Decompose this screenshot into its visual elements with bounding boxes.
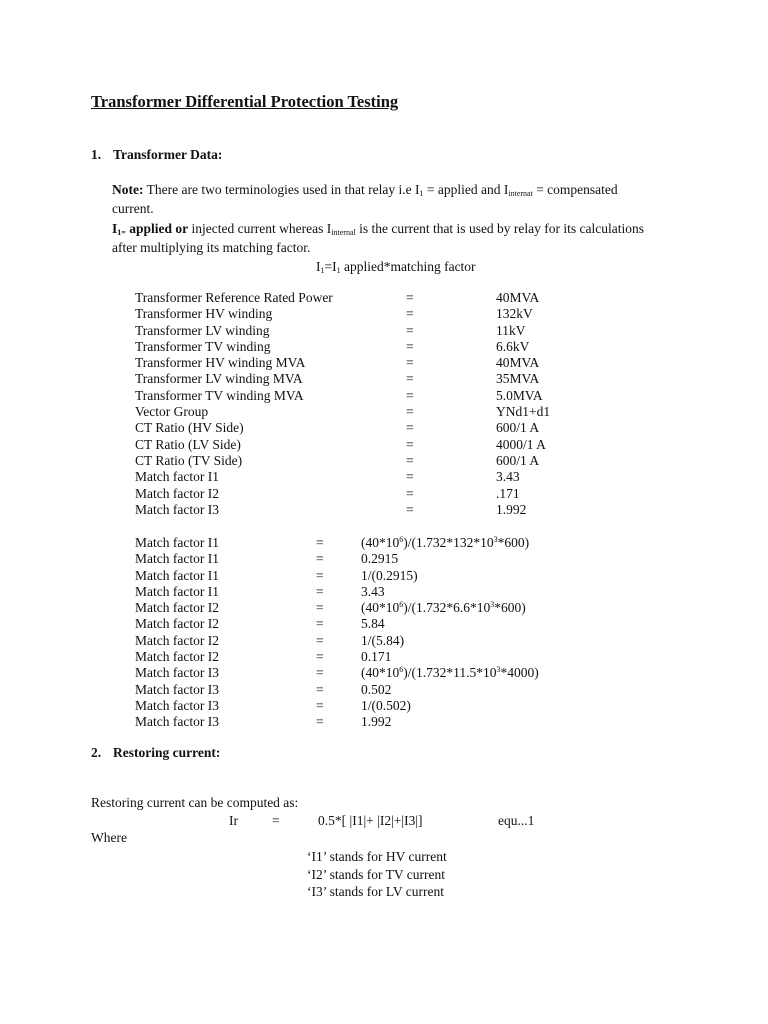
equation-lhs: Ir <box>229 813 238 828</box>
calc-equals: = <box>316 583 324 599</box>
table-row <box>0 502 768 518</box>
note-line-3-c: is the current that is used by relay for its calculations <box>355 221 645 236</box>
row-label: Transformer TV winding <box>135 338 271 354</box>
calc-value: 0.2915 <box>361 551 399 567</box>
match-factor-calculations <box>0 535 768 731</box>
row-value: 6.6kV <box>496 338 530 354</box>
calc-row <box>0 551 768 567</box>
calc-part: (40*10 <box>361 535 400 550</box>
calc-value <box>361 665 539 681</box>
calc-equals: = <box>316 697 324 713</box>
calc-row <box>0 649 768 665</box>
note-line-1-b: = applied and I <box>423 182 509 197</box>
table-row <box>0 371 768 387</box>
table-row <box>0 306 768 322</box>
note-line-1-c: = compensated <box>532 182 618 197</box>
row-equals: = <box>406 290 414 305</box>
note-line-3-bold: applied or <box>125 221 189 236</box>
row-label: Match factor I3 <box>135 501 219 517</box>
calc-part: )/(1.732*132*10 <box>403 535 494 550</box>
section-1-number: 1. <box>91 147 102 162</box>
note-line-3-sub-2: internal <box>331 228 356 237</box>
row-value: 600/1 A <box>496 452 540 468</box>
calc-equals: = <box>316 535 324 550</box>
calc-equals: = <box>316 649 324 665</box>
formula-a: I <box>316 259 321 274</box>
note-line-3-b: injected current whereas I <box>188 221 332 236</box>
calc-row <box>0 698 768 714</box>
calc-label: Match factor I2 <box>135 649 219 665</box>
table-row <box>0 323 768 339</box>
row-value: 40MVA <box>496 290 540 305</box>
calc-equals: = <box>316 567 324 583</box>
calc-equals: = <box>316 551 324 567</box>
calc-value: 0.502 <box>361 681 392 697</box>
calc-row <box>0 600 768 616</box>
calc-row <box>0 535 768 551</box>
note-line-4: after multiplying its matching factor. <box>112 240 311 255</box>
row-label: CT Ratio (TV Side) <box>135 452 243 468</box>
definition-i1: ‘I1’ stands for HV current <box>307 849 447 864</box>
formula-sub-1: 1 <box>320 266 325 275</box>
row-equals: = <box>406 371 414 387</box>
calc-row <box>0 616 768 632</box>
note-line-3-sub-1: 1= <box>117 228 126 237</box>
row-value: 40MVA <box>496 355 540 371</box>
row-label: Match factor I2 <box>135 485 219 501</box>
row-value: .171 <box>496 485 520 501</box>
row-value: YNd1+d1 <box>496 404 551 420</box>
row-equals: = <box>406 338 414 354</box>
calc-exponent: 6 <box>399 665 404 675</box>
calc-part: *4000) <box>500 665 539 681</box>
row-equals: = <box>406 485 414 501</box>
note-line-1 <box>112 182 618 198</box>
note-line-3 <box>112 221 644 237</box>
calc-row <box>0 584 768 600</box>
row-equals: = <box>406 452 414 468</box>
calc-exponent: 6 <box>399 535 404 544</box>
note-line-1-a: There are two terminologies used in that relay i.e I <box>143 182 420 197</box>
row-value: 5.0MVA <box>496 387 543 403</box>
calc-value <box>361 600 526 616</box>
calc-label: Match factor I2 <box>135 632 219 648</box>
section-2-heading: Restoring current: <box>113 745 221 760</box>
calc-exponent: 3 <box>496 665 501 675</box>
row-label: Vector Group <box>135 404 209 420</box>
table-row <box>0 486 768 502</box>
row-value: 4000/1 A <box>496 436 546 452</box>
row-value: 11kV <box>496 322 526 338</box>
calc-part: (40*10 <box>361 665 400 681</box>
table-row <box>0 437 768 453</box>
note-label: Note: <box>112 182 144 197</box>
calc-label: Match factor I1 <box>135 567 219 583</box>
calc-equals: = <box>316 681 324 697</box>
row-equals: = <box>406 306 414 322</box>
calc-row <box>0 665 768 681</box>
calc-equals: = <box>316 714 324 730</box>
table-row <box>0 290 768 306</box>
formula-c: applied*matching factor <box>340 259 476 274</box>
row-label: Transformer LV winding <box>135 322 270 338</box>
formula-sub-2: 1 <box>336 266 341 275</box>
table-row <box>0 420 768 436</box>
matching-formula <box>316 259 476 275</box>
definition-i2: ‘I2’ stands for TV current <box>307 867 445 882</box>
note-line-3-a: I <box>112 221 118 236</box>
calc-row <box>0 633 768 649</box>
document-title: Transformer Differential Protection Testing <box>91 92 399 111</box>
calc-equals: = <box>316 600 324 616</box>
table-row <box>0 355 768 371</box>
calc-row <box>0 682 768 698</box>
equation-rhs: 0.5*[ |I1|+ |I2|+|I3|] <box>318 813 423 828</box>
calc-equals: = <box>316 616 324 632</box>
definition-i3: ‘I3’ stands for LV current <box>307 884 444 899</box>
calc-label: Match factor I3 <box>135 697 219 713</box>
row-value: 3.43 <box>496 469 520 485</box>
calc-value: 1/(0.2915) <box>361 567 418 583</box>
section-1-heading: Transformer Data: <box>113 147 223 162</box>
row-label: Transformer HV winding <box>135 306 273 322</box>
row-equals: = <box>406 404 414 420</box>
calc-label: Match factor I3 <box>135 681 219 697</box>
row-label: Match factor I1 <box>135 469 219 485</box>
calc-exponent: 3 <box>490 600 495 610</box>
calc-value: 1/(5.84) <box>361 632 405 648</box>
calc-part: )/(1.732*6.6*10 <box>403 600 491 616</box>
calc-label: Match factor I3 <box>135 665 219 681</box>
row-value: 1.992 <box>496 501 527 517</box>
note-line-1-sub-1: 1 <box>419 189 424 198</box>
row-label: Transformer Reference Rated Power <box>135 290 333 305</box>
row-equals: = <box>406 355 414 371</box>
table-row <box>0 404 768 420</box>
calc-part: *600) <box>497 535 530 550</box>
note-line-1-sub-2: internat <box>508 189 533 198</box>
row-equals: = <box>406 420 414 436</box>
row-equals: = <box>406 387 414 403</box>
calc-label: Match factor I3 <box>135 714 219 730</box>
table-row <box>0 453 768 469</box>
row-label: Transformer LV winding MVA <box>135 371 303 387</box>
calc-label: Match factor I2 <box>135 616 219 632</box>
calc-label: Match factor I1 <box>135 551 219 567</box>
calc-equals: = <box>316 632 324 648</box>
calc-value <box>361 535 529 551</box>
row-equals: = <box>406 469 414 485</box>
row-value: 600/1 A <box>496 420 540 436</box>
row-equals: = <box>406 501 414 517</box>
row-label: CT Ratio (LV Side) <box>135 436 241 452</box>
equation-sign: = <box>272 813 280 828</box>
calc-exponent: 6 <box>399 600 404 610</box>
section-2-number: 2. <box>91 745 102 760</box>
where-label: Where <box>91 830 127 845</box>
calc-label: Match factor I2 <box>135 600 219 616</box>
row-label: Transformer HV winding MVA <box>135 355 306 371</box>
calc-value: 3.43 <box>361 583 385 599</box>
calc-row <box>0 714 768 730</box>
calc-part: *600) <box>494 600 526 616</box>
row-equals: = <box>406 436 414 452</box>
formula-b: =I <box>324 259 337 274</box>
note-line-2: current. <box>112 201 154 216</box>
calc-label: Match factor I1 <box>135 583 219 599</box>
calc-part: )/(1.732*11.5*10 <box>403 665 497 681</box>
table-row <box>0 469 768 485</box>
equation-reference: equ...1 <box>498 813 535 828</box>
calc-equals: = <box>316 665 324 681</box>
row-equals: = <box>406 322 414 338</box>
table-row <box>0 388 768 404</box>
table-row <box>0 339 768 355</box>
row-label: Transformer TV winding MVA <box>135 387 304 403</box>
calc-value: 5.84 <box>361 616 385 632</box>
row-value: 132kV <box>496 306 533 322</box>
calc-value: 1/(0.502) <box>361 697 411 713</box>
restoring-intro: Restoring current can be computed as: <box>91 795 299 810</box>
calc-value: 0.171 <box>361 649 392 665</box>
transformer-data-table <box>0 290 768 518</box>
row-value: 35MVA <box>496 371 540 387</box>
calc-part: (40*10 <box>361 600 400 616</box>
calc-row <box>0 568 768 584</box>
calc-label: Match factor I1 <box>135 535 219 550</box>
calc-exponent: 3 <box>493 535 498 544</box>
calc-value: 1.992 <box>361 714 392 730</box>
row-label: CT Ratio (HV Side) <box>135 420 244 436</box>
